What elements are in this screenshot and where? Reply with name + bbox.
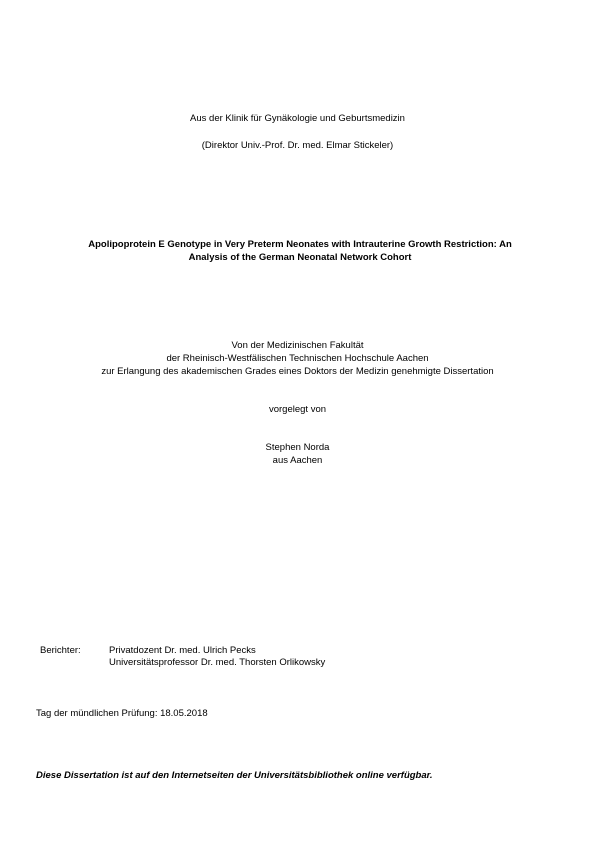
submitted-by-label: vorgelegt von xyxy=(268,404,327,415)
clinic-line: Aus der Klinik für Gynäkologie und Geburtsmedizin xyxy=(190,113,405,124)
availability-note: Diese Dissertation ist auf den Internetseiten der Universitätsbibliothek online verfügbar. xyxy=(36,770,433,781)
reviewer-second: Universitätsprofessor Dr. med. Thorsten Orlikowsky xyxy=(109,657,326,668)
director-line: (Direktor Univ.-Prof. Dr. med. Elmar Stickeler) xyxy=(201,140,394,151)
reviewers-label: Berichter: xyxy=(40,645,81,656)
faculty-line-1: Von der Medizinischen Fakultät xyxy=(231,340,364,351)
dissertation-title xyxy=(40,238,560,264)
title-line-1: Apolipoprotein E Genotype in Very Preterm Neonates with Intrauterine Growth Restriction: An xyxy=(88,239,512,250)
author-origin: aus Aachen xyxy=(272,455,323,466)
faculty-line-2: der Rheinisch-Westfälischen Technischen Hochschule Aachen xyxy=(166,353,429,364)
exam-date: Tag der mündlichen Prüfung: 18.05.2018 xyxy=(36,708,208,719)
title-line-2: Analysis of the German Neonatal Network Cohort xyxy=(188,252,412,263)
author-name: Stephen Norda xyxy=(265,442,330,453)
reviewer-first: Privatdozent Dr. med. Ulrich Pecks xyxy=(109,645,256,656)
faculty-line-3: zur Erlangung des akademischen Grades eines Doktors der Medizin genehmigte Dissertation xyxy=(101,366,494,377)
